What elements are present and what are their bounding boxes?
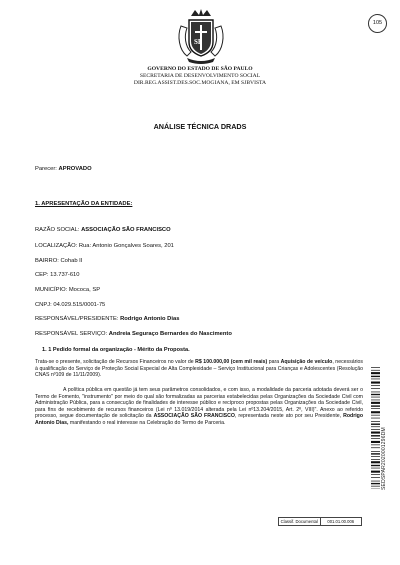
localizacao-line: [35, 243, 174, 249]
para1-object: Aquisição de veículo: [280, 359, 333, 365]
cep-label: CEP:: [35, 272, 49, 278]
barcode-bar: [371, 388, 380, 389]
para2-text-1: A política pública em questão já tem seus parâmetros consolidados, e com isso, a modalidade da parceria adotada deverá ser o Termo de Fomento, "instrumento" por meio do qual são formalizadas as parcerias estabelecidas pelas Organizações da Sociedade Civil com Administração Pública, para a consecução de finalidades de interesse público e recíproco propostas pelas Organizações da Sociedade Civil, para fins de recebimento de recursos financeiros (Lei nº 13.019/2014 alterada pela Lei nº13.204/2015, Art. 2º, VIII)". Anexo ao referido processo, segue documentação de solicitação da: [35, 387, 363, 420]
parecer-label: Parecer:: [35, 166, 57, 172]
classification-label: Classif. Documental: [280, 519, 318, 524]
svg-text:SP: SP: [194, 38, 203, 46]
para1-amount: R$ 100.000,00 (cem mil reais): [195, 359, 268, 365]
barcode-bar: [371, 394, 380, 395]
barcode-bar: [371, 465, 380, 466]
barcode-bar: [371, 486, 380, 487]
page-number-stamp: 105: [368, 14, 387, 33]
servico-value: Andreia Seguraço Bernardes do Nascimento: [108, 331, 232, 337]
barcode-bar: [371, 474, 380, 475]
servico-label: RESPONSÁVEL SERVIÇO:: [35, 331, 108, 337]
header-secretariat: SECRETARIA DE DESENVOLVIMENTO SOCIAL: [139, 73, 261, 79]
municipio-label: MUNICÍPIO:: [35, 287, 68, 293]
barcode-bar: [371, 408, 380, 409]
barcode-bar: [371, 424, 380, 425]
cep-value: 13.737-610: [50, 272, 80, 278]
municipio-value: Mococa, SP: [68, 287, 101, 293]
barcode-bar: [371, 376, 380, 377]
barcode-bar: [371, 471, 380, 473]
para2-president: Rodrigo Antonio Dias,: [35, 413, 364, 426]
para1-text-2: para: [267, 359, 281, 365]
barcode-bar: [371, 459, 380, 460]
barcode-bar: [371, 445, 380, 446]
section-heading: 1. APRESENTAÇÃO DA ENTIDADE:: [35, 201, 133, 207]
presidente-label: RESPONSÁVEL/PRESIDENTE:: [35, 316, 119, 322]
subsection-heading: 1. 1 Pedido formal da organização - Mérito da Proposta.: [42, 347, 190, 353]
para1-text-3: , necessários à qualificação do Serviço de Proteção Social Especial de Alta Complexidade – Serviço Institucional para Crianças e Adolescentes (Resolução CNAS nº109 de 11/11/2009).: [35, 359, 363, 379]
bairro-line: [35, 258, 82, 264]
barcode-bar: [371, 477, 380, 478]
paragraph-request: [35, 359, 363, 379]
barcode-bar: [371, 402, 380, 404]
barcode-bar: [371, 438, 380, 439]
localizacao-label: LOCALIZAÇÃO:: [35, 243, 78, 249]
razao-social-value: ASSOCIAÇÃO SÃO FRANCISCO: [81, 227, 171, 233]
presidente-line: [35, 316, 179, 322]
barcode-bar: [371, 432, 380, 434]
barcode-bar: [371, 392, 380, 393]
barcode-bar: [371, 379, 380, 380]
barcode-bar: [371, 370, 380, 371]
municipio-line: [35, 287, 100, 293]
barcode-bar: [371, 483, 380, 484]
barcode-bar: [371, 400, 380, 401]
barcode-bar: [371, 447, 380, 448]
presidente-value: Rodrigo Antonio Dias: [120, 316, 180, 322]
paragraph-policy: [35, 387, 363, 427]
servico-line: [35, 331, 232, 337]
barcode-bar: [371, 429, 380, 430]
para1-text-1: Trata-se o presente, solicitação de Recursos Financeiros no valor de: [35, 359, 196, 365]
cnpj-label: CNPJ:: [35, 302, 52, 308]
barcode-bar: [371, 481, 380, 482]
document-classification-box: [278, 517, 362, 526]
para2-entity: ASSOCIAÇÃO SÃO FRANCISCO: [153, 413, 235, 420]
barcode-bar: [371, 411, 380, 413]
para2-text-3: manifestando o real interesse na Celebração do Termo de Parceria.: [68, 419, 226, 426]
razao-social-label: RAZÃO SOCIAL:: [35, 227, 80, 233]
barcode-bar: [371, 367, 380, 368]
barcode-bar: [371, 405, 380, 406]
classification-value: 001.01.00.006: [320, 518, 362, 525]
parecer-line: [35, 166, 92, 172]
barcode-bar: [371, 451, 380, 452]
header-government: GOVERNO DO ESTADO DE SÃO PAULO: [147, 66, 253, 72]
barcode-bar: [371, 382, 380, 384]
barcode-bar: [371, 461, 380, 463]
barcode-number: SEDSPAR2020001296DM: [381, 427, 387, 490]
cnpj-line: [35, 302, 105, 308]
cep-line: [35, 272, 80, 278]
header-directorate: DIR.REG.ASSIST.DES.SOC.MOGIANA, EM SJBVISTA: [133, 80, 267, 86]
barcode-bar: [371, 385, 380, 386]
barcode-bar: [371, 456, 380, 457]
bairro-value: Cohab II: [60, 258, 83, 264]
sao-paulo-coat-of-arms-icon: [177, 6, 225, 64]
localizacao-value: Rua: Antonio Gonçalves Soares, 201: [78, 243, 174, 249]
barcode-bar: [371, 441, 380, 443]
barcode-bar: [371, 372, 380, 374]
barcode-bar: [371, 415, 380, 416]
barcode-bar: [371, 421, 380, 422]
razao-social-line: [35, 227, 171, 233]
barcode-bar: [371, 397, 380, 398]
parecer-value: APROVADO: [58, 166, 92, 172]
barcode-bar: [371, 453, 380, 454]
barcode-bar: [371, 418, 380, 419]
para2-text-2: , representada neste ato por seu Presidente,: [234, 413, 344, 420]
barcode-bar: [371, 426, 380, 427]
barcode-bar: [371, 468, 380, 469]
page-title: ANÁLISE TÉCNICA DRADS: [153, 122, 247, 131]
barcode-bar: [371, 435, 380, 436]
bairro-label: BAIRRO:: [35, 258, 59, 264]
cnpj-value: 04.029.515/0001-75: [53, 302, 106, 308]
